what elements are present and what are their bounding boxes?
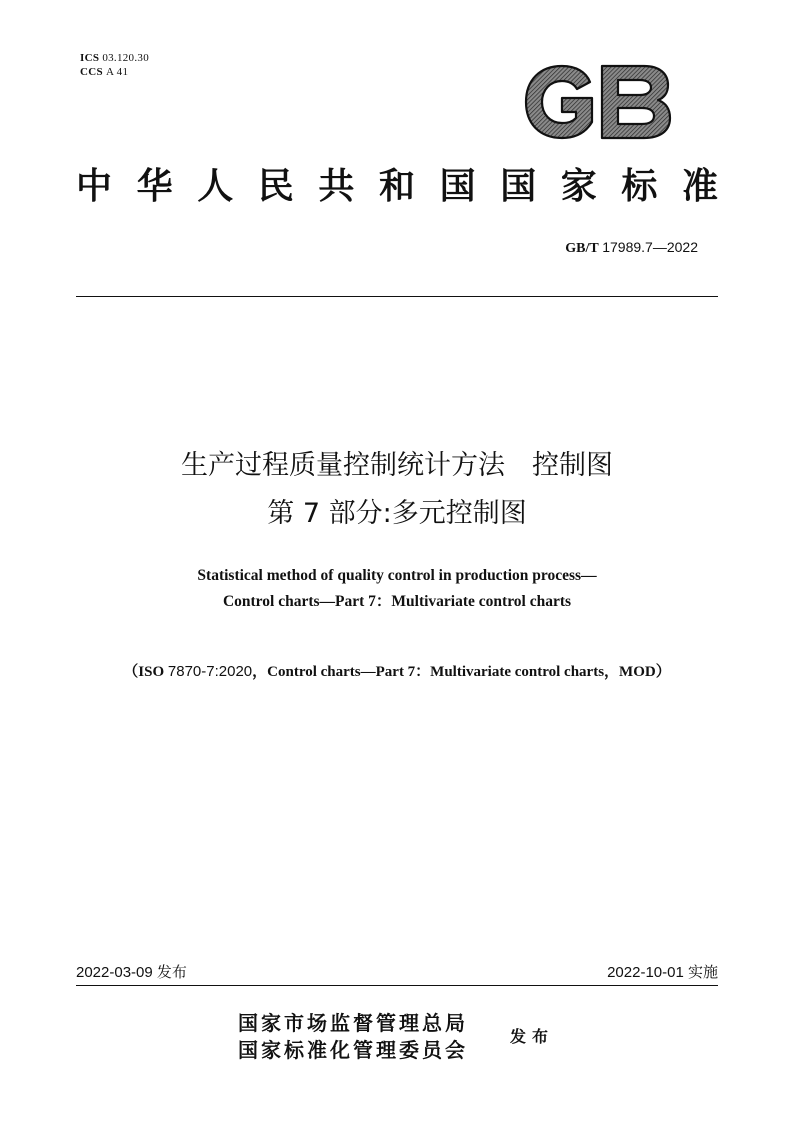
gb-logo — [520, 60, 676, 144]
ccs-code-line — [80, 66, 128, 79]
iso-reference-open: （ISO — [123, 664, 168, 680]
issue-date — [76, 961, 187, 984]
standard-number-value: 17989.7—2022 — [602, 239, 698, 255]
issue-date-value: 2022-03-09 — [76, 964, 153, 981]
ics-label: ICS — [80, 52, 100, 64]
implement-date-value: 2022-10-01 — [607, 964, 684, 981]
title-en-line2: Control charts—Part 7：Multivariate control charts — [222, 593, 572, 610]
ics-code-line — [80, 52, 149, 65]
ccs-label: CCS — [80, 66, 103, 78]
issue-date-label: 发布 — [156, 963, 187, 981]
title-cn-line1: 生产过程质量控制统计方法 控制图 — [181, 450, 613, 481]
standard-number-prefix: GB/T — [565, 241, 599, 256]
iso-reference-rest: ，Control charts—Part 7：Multivariate control charts，MOD） — [252, 664, 671, 680]
ics-code: 03.120.30 — [102, 52, 150, 64]
implement-date — [607, 961, 718, 984]
iso-reference — [0, 660, 794, 684]
ccs-code: A 41 — [105, 66, 129, 78]
implement-date-label: 实施 — [687, 963, 718, 981]
bottom-divider — [76, 985, 718, 986]
standard-number — [565, 239, 698, 257]
iso-reference-number: 7870-7:2020 — [167, 663, 253, 680]
gb-logo-icon — [520, 60, 676, 144]
publish-label: 发布 — [510, 1027, 555, 1046]
issuer-sac: 国家标准化管理委员会 — [238, 1038, 468, 1062]
title-en-line1: Statistical method of quality control in production process— — [197, 567, 597, 584]
title-cn-line2: 第 7 部分:多元控制图 — [267, 498, 527, 529]
national-standard-title: 中华人民共和国国家标准 — [76, 165, 718, 207]
top-divider — [76, 296, 718, 297]
issuer-samr: 国家市场监督管理总局 — [238, 1011, 468, 1035]
